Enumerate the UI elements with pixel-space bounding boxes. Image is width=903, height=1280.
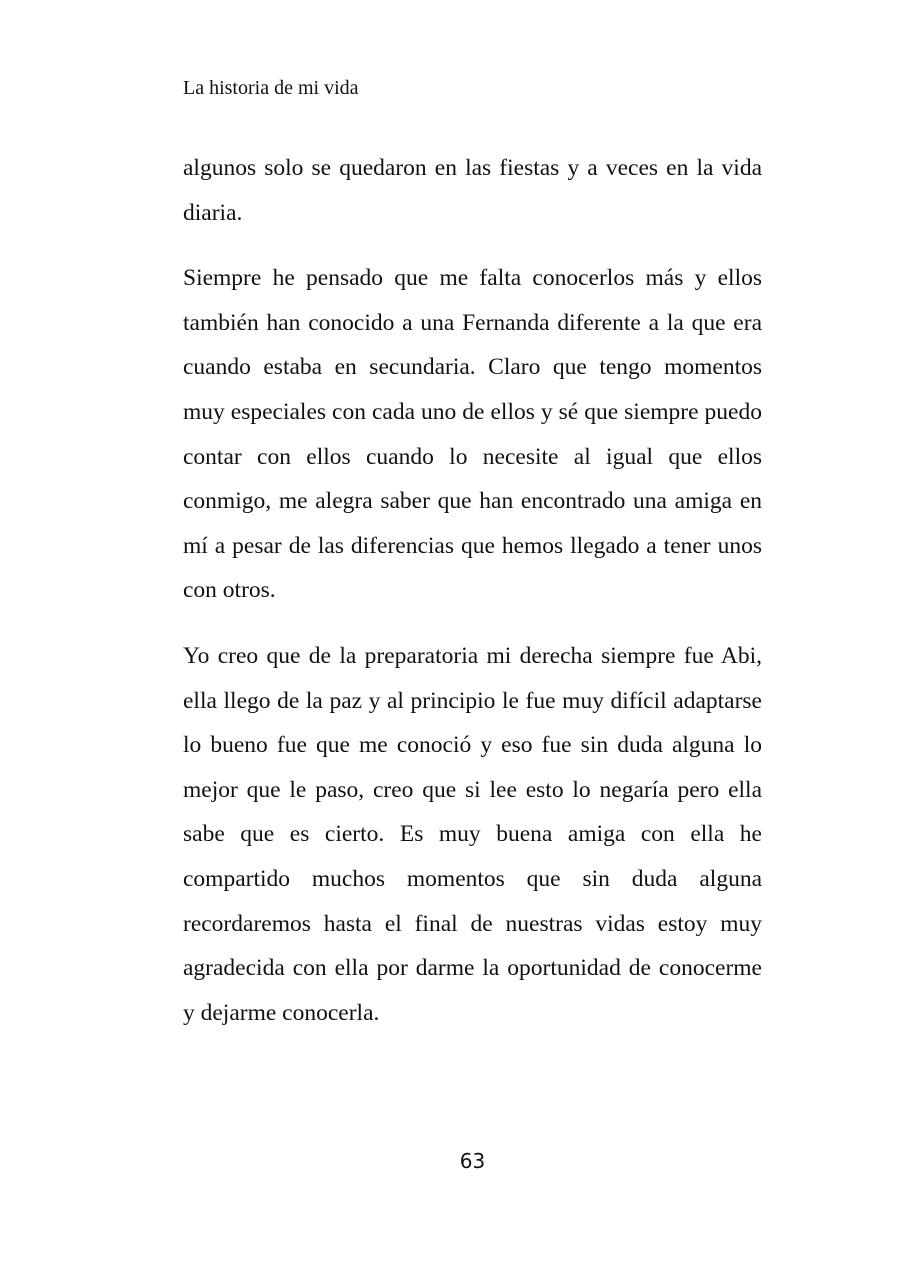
page-number: 63 [459, 1149, 486, 1173]
body-text [183, 146, 762, 1056]
paragraph-3: Yo creo que de la preparatoria mi derecha siempre fue Abi, ella llego de la paz y al principio le fue muy difícil adaptarse lo bueno fue que me conoció y eso fue sin duda alguna lo mejor que le paso, creo que si lee esto lo negaría pero ella sabe que es cierto. Es muy buena amiga con ella he compartido muchos momentos que sin duda alguna recordaremos hasta el final de nuestras vidas estoy muy agradecida con ella por darme la oportunidad de conocerme y dejarme conocerla. [183, 642, 762, 1026]
paragraph-2: Siempre he pensado que me falta conocerlos más y ellos también han conocido a una Fernanda diferente a la que era cuando estaba en secundaria. Claro que tengo momentos muy especiales con cada uno de ellos y sé que siempre puedo contar con ellos cuando lo necesite al igual que ellos conmigo, me alegra saber que han encontrado una amiga en mí a pesar de las diferencias que hemos llegado a tener unos con otros. [183, 265, 762, 604]
paragraph-1: algunos solo se quedaron en las fiestas y a veces en la vida diaria. [183, 155, 762, 226]
running-header-title: La historia de mi vida [183, 77, 359, 99]
